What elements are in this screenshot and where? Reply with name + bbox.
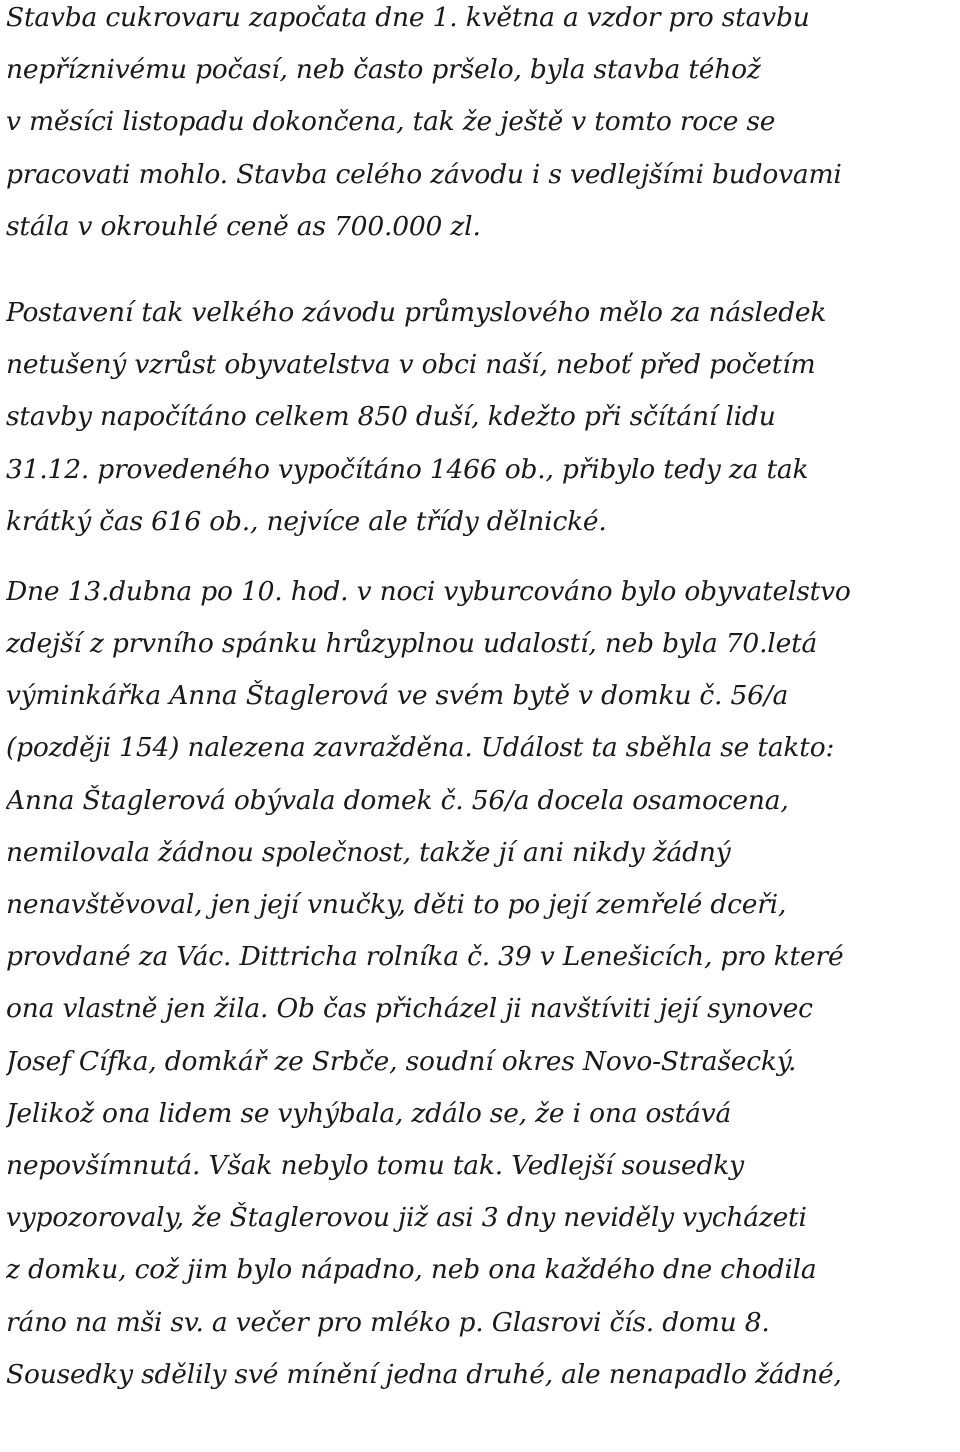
text-line: provdané za Vác. Dittricha rolníka č. 39 v Lenešicích, pro které [6,941,844,973]
text-line: v měsíci listopadu dokončena, tak že ještě v tomto roce se [6,106,776,138]
text-line: z domku, což jim bylo nápadno, neb ona každého dne chodila [6,1254,817,1286]
text-line: stavby napočítáno celkem 850 duší, kdežto při sčítání lidu [6,401,776,433]
text-line: nepovšímnutá. Však nebylo tomu tak. Vedlejší sousedky [6,1149,744,1181]
paragraph-sugar-factory-construction [6,0,954,253]
text-line: vypozorovaly, že Štaglerovou již asi 3 dny neviděly vycházeti [6,1202,807,1234]
text-line: (později 154) nalezena zavražděna. Událost ta sběhla se takto: [6,732,835,764]
text-line: Dne 13.dubna po 10. hod. v noci vyburcováno bylo obyvatelstvo [6,575,851,607]
text-line: netušený vzrůst obyvatelstva v obci naší, neboť před početím [6,349,816,381]
text-line: nenavštěvoval, jen její vnučky, děti to po její zemřelé dceři, [6,889,787,920]
text-line: Postavení tak velkého závodu průmyslového mělo za následek [6,296,827,328]
text-line: Jelikož ona lidem se vyhýbala, zdálo se, že i ona ostává [6,1097,732,1129]
paragraph-population-growth [6,287,954,548]
text-line: ona vlastně jen žila. Ob čas přicházel ji navštíviti její synovec [6,993,813,1025]
text-line: ráno na mši sv. a večer pro mléko p. Glasrovi čís. domu 8. [6,1306,770,1338]
text-line: nemilovala žádnou společnost, takže jí ani nikdy žádný [6,836,731,868]
paragraph-murder-event [6,566,954,1401]
text-line: stála v okrouhlé ceně as 700.000 zl. [6,210,481,242]
text-line: Anna Štaglerová obývala domek č. 56/a docela osamocena, [6,784,789,816]
text-line: krátký čas 616 ob., nejvíce ale třídy dělnické. [6,505,607,537]
text-line: zdejší z prvního spánku hrůzyplnou udalostí, neb byla 70.letá [6,628,818,660]
text-line: Stavba cukrovaru započata dne 1. května a vzdor pro stavbu [6,2,810,33]
text-line: výminkářka Anna Štaglerová ve svém bytě v domku č. 56/a [6,680,789,712]
text-line: nepříznivému počasí, neb často pršelo, byla stavba téhož [6,54,761,86]
text-line: Josef Cífka, domkář ze Srbče, soudní okres Novo-Strašecký. [6,1045,797,1077]
text-line: 31.12. provedeného vypočítáno 1466 ob., přibylo tedy za tak [6,453,809,485]
text-line: Sousedky sdělily své mínění jedna druhé, ale nenapadlo žádné, [6,1358,842,1390]
text-line: pracovati mohlo. Stavba celého závodu i s vedlejšími budovami [6,158,842,190]
